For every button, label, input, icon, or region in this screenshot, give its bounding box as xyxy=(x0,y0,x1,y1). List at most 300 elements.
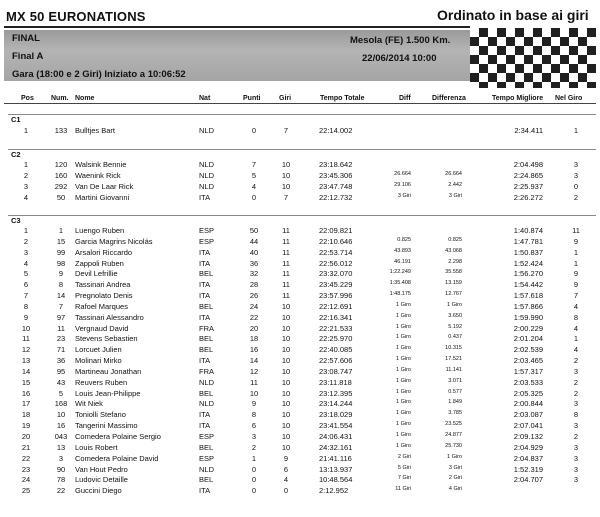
cell-name: Tassinari Alessandro xyxy=(75,312,144,322)
cell-pos: 22 xyxy=(21,453,31,463)
table-row xyxy=(0,432,600,443)
cell-giri: 10 xyxy=(281,421,291,431)
page-title: MX 50 EURONATIONS xyxy=(6,9,146,24)
cell-diff: 2 Giri xyxy=(397,453,411,460)
cell-best-lap-number: 3 xyxy=(573,160,579,169)
cell-num: 15 xyxy=(56,236,66,246)
cell-total-time: 22:16.341 xyxy=(319,312,353,322)
cell-total-time: 24:06.431 xyxy=(319,432,353,441)
cell-giri: 6 xyxy=(283,464,289,474)
cell-num: 9 xyxy=(58,269,64,279)
col-differenza: Differenza xyxy=(432,95,466,102)
cell-name: Vergnaud David xyxy=(75,323,129,333)
cell-pos: 21 xyxy=(21,442,31,452)
table-row xyxy=(0,324,600,335)
cell-giri: 11 xyxy=(282,258,290,268)
cell-best-lap-number: 2 xyxy=(573,192,579,202)
cell-total-time: 22:12.732 xyxy=(319,192,353,202)
col-diff: Diff xyxy=(399,95,411,102)
cell-pos: 10 xyxy=(21,323,31,333)
cell-total-time: 24:32.161 xyxy=(319,442,353,452)
cell-best-lap: 2:24.865 xyxy=(513,170,543,180)
cell-best-lap: 2:03.465 xyxy=(513,356,543,366)
cell-pos: 8 xyxy=(23,301,29,311)
cell-total-time: 23:08.747 xyxy=(319,366,353,376)
cell-name: Martineau Jonathan xyxy=(75,366,142,376)
cell-total-time: 13:13.937 xyxy=(319,464,353,474)
cell-nat: ITA xyxy=(199,291,211,300)
date-time: 22/06/2014 10:00 xyxy=(362,53,437,64)
cell-pos: 6 xyxy=(23,280,29,290)
cell-pos: 3 xyxy=(23,247,29,257)
cell-num: 10 xyxy=(56,410,66,420)
group-divider xyxy=(8,215,596,216)
cell-best-lap: 2:04.837 xyxy=(513,453,543,463)
cell-best-lap: 2:02.539 xyxy=(513,345,543,355)
cell-total-time: 23:41.554 xyxy=(319,421,353,431)
cell-diff: 1 Giro xyxy=(396,421,411,428)
cell-name: Devil Lefrillie xyxy=(75,269,118,279)
class-group-label: C1 xyxy=(11,115,21,124)
cell-differenza: 4 Giri xyxy=(448,486,462,493)
cell-total-time: 23:47.748 xyxy=(319,181,353,191)
cell-punti: 0 xyxy=(251,126,257,135)
cell-num: 292 xyxy=(54,181,68,191)
cell-diff: 1 Giro xyxy=(396,432,411,438)
class-group-label: C2 xyxy=(11,150,21,159)
cell-punti: 3 xyxy=(251,432,257,441)
cell-nat: BEL xyxy=(199,269,214,279)
cell-differenza: 13.159 xyxy=(445,280,462,287)
cell-total-time: 22:57.606 xyxy=(319,356,353,366)
cell-diff: 26.664 xyxy=(394,170,411,177)
cell-nat: ESP xyxy=(199,236,215,246)
cell-punti: 40 xyxy=(249,247,259,257)
cell-num: 8 xyxy=(58,280,64,290)
cell-name: Comedera Polaine Sergio xyxy=(75,432,161,441)
cell-name: Louis Robert xyxy=(75,442,118,452)
col-punti: Punti xyxy=(243,95,261,102)
cell-pos: 25 xyxy=(21,486,31,496)
cell-differenza: 3.071 xyxy=(448,377,462,384)
table-row xyxy=(0,378,600,389)
cell-diff: 1 Giro xyxy=(396,388,411,395)
cell-giri: 10 xyxy=(281,170,291,180)
cell-pos: 2 xyxy=(23,236,29,246)
cell-name: Stevens Sebastien xyxy=(75,334,138,344)
cell-nat: ESP xyxy=(199,226,215,235)
cell-total-time: 22:12.691 xyxy=(319,301,353,311)
cell-giri: 11 xyxy=(282,236,290,246)
cell-best-lap-number: 1 xyxy=(573,258,579,268)
cell-giri: 10 xyxy=(281,160,291,169)
cell-diff: 0.825 xyxy=(397,236,411,243)
cell-best-lap-number: 2 xyxy=(573,377,579,387)
cell-diff: 1 Giro xyxy=(396,366,411,373)
cell-total-time: 22:40.085 xyxy=(319,345,353,355)
cell-name: Louis Jean-Philippe xyxy=(75,388,141,398)
cell-differenza: 24.877 xyxy=(445,432,462,438)
cell-pos: 1 xyxy=(23,126,29,135)
cell-punti: 5 xyxy=(251,170,257,180)
col-tempo-migliore: Tempo Migliore xyxy=(492,95,544,102)
cell-name: Tassinari Andrea xyxy=(75,280,131,290)
cell-num: 36 xyxy=(56,356,66,366)
cell-nat: NLD xyxy=(199,377,215,387)
cell-giri: 10 xyxy=(281,410,291,420)
cell-differenza: 11.141 xyxy=(445,366,462,373)
cell-best-lap: 2:00.229 xyxy=(513,323,543,333)
cell-total-time: 22:09.821 xyxy=(319,226,353,235)
cell-diff: 1 Giro xyxy=(396,334,411,341)
cell-nat: ITA xyxy=(199,312,211,322)
cell-diff: 1:48.175 xyxy=(389,291,411,297)
table-row xyxy=(0,160,600,171)
cell-punti: 36 xyxy=(249,258,259,268)
cell-total-time: 2:12.952 xyxy=(319,486,349,496)
cell-giri: 10 xyxy=(281,366,291,376)
cell-giri: 11 xyxy=(282,269,290,279)
cell-best-lap: 2:26.272 xyxy=(513,192,543,202)
cell-pos: 17 xyxy=(21,399,31,409)
cell-best-lap-number: 4 xyxy=(573,345,579,355)
cell-best-lap: 1:54.442 xyxy=(513,280,543,290)
cell-pos: 4 xyxy=(23,192,29,202)
cell-pos: 24 xyxy=(21,475,31,485)
cell-giri: 10 xyxy=(281,345,291,355)
table-row xyxy=(0,367,600,378)
col-name: Nome xyxy=(75,95,95,102)
cell-num: 23 xyxy=(56,334,66,344)
table-row xyxy=(0,475,600,486)
cell-pos: 19 xyxy=(21,421,31,431)
cell-best-lap: 1:52.319 xyxy=(513,464,543,474)
cell-total-time: 22:14.002 xyxy=(319,126,353,135)
cell-name: Garcia Magrins Nicolás xyxy=(75,236,153,246)
cell-punti: 22 xyxy=(249,312,259,322)
cell-best-lap-number: 3 xyxy=(573,366,579,376)
cell-diff: 1 Giro xyxy=(396,442,411,449)
cell-giri: 10 xyxy=(281,356,291,366)
checkered-flag-icon xyxy=(470,28,596,88)
cell-punti: 10 xyxy=(249,388,259,398)
cell-diff: 3 Giri xyxy=(397,192,411,199)
cell-differenza: 23.525 xyxy=(445,421,462,428)
cell-total-time: 22:53.714 xyxy=(319,247,353,257)
cell-best-lap-number: 2 xyxy=(573,432,579,441)
cell-nat: BEL xyxy=(199,442,214,452)
cell-best-lap-number: 8 xyxy=(573,312,579,322)
cell-best-lap: 2:05.325 xyxy=(513,388,543,398)
cell-giri: 10 xyxy=(281,301,291,311)
cell-num: 95 xyxy=(56,366,66,376)
cell-total-time: 23:12.395 xyxy=(319,388,353,398)
cell-giri: 11 xyxy=(282,280,290,290)
cell-best-lap: 1:57.866 xyxy=(513,301,543,311)
cell-giri: 10 xyxy=(281,377,291,387)
table-row xyxy=(0,182,600,193)
cell-differenza: 0.577 xyxy=(448,388,462,395)
cell-num: 160 xyxy=(54,170,68,180)
cell-nat: ITA xyxy=(199,280,211,290)
cell-punti: 44 xyxy=(249,236,259,246)
cell-diff: 1 Giro xyxy=(396,399,411,406)
cell-diff: 1 Giro xyxy=(396,377,411,384)
cell-total-time: 22:25.970 xyxy=(319,334,353,344)
race-info: Gara (18:00 e 2 Giri) Iniziato a 10:06:52 xyxy=(12,69,186,80)
cell-pos: 12 xyxy=(21,345,31,355)
cell-diff: 1 Giro xyxy=(396,323,411,330)
cell-differenza: 3.650 xyxy=(448,312,462,319)
table-row xyxy=(0,291,600,302)
cell-diff: 1 Giro xyxy=(396,312,411,319)
cell-num: 043 xyxy=(54,432,68,441)
group-divider xyxy=(8,114,596,115)
cell-giri: 10 xyxy=(281,432,291,441)
cell-differenza: 17.521 xyxy=(445,356,462,363)
cell-punti: 24 xyxy=(249,301,259,311)
cell-punti: 9 xyxy=(251,399,257,409)
cell-num: 1 xyxy=(58,226,64,235)
cell-total-time: 22:10.646 xyxy=(319,236,353,246)
cell-total-time: 10:48.564 xyxy=(319,475,353,485)
cell-punti: 0 xyxy=(251,464,257,474)
cell-pos: 7 xyxy=(23,291,29,300)
cell-name: Ludovic Detaille xyxy=(75,475,128,485)
cell-name: Molinari Mirko xyxy=(75,356,122,366)
table-row xyxy=(0,399,600,410)
table-row xyxy=(0,302,600,313)
cell-differenza: 25.730 xyxy=(445,442,462,449)
cell-giri: 7 xyxy=(283,126,289,135)
cell-giri: 10 xyxy=(281,181,291,191)
cell-punti: 12 xyxy=(249,366,259,376)
cell-total-time: 23:18.029 xyxy=(319,410,353,420)
cell-best-lap-number: 1 xyxy=(573,247,579,257)
cell-differenza: 0.825 xyxy=(448,236,462,243)
cell-giri: 0 xyxy=(283,486,289,496)
cell-best-lap: 1:50.837 xyxy=(513,247,543,257)
cell-diff: 1 Giro xyxy=(396,301,411,308)
cell-nat: NLD xyxy=(199,160,215,169)
cell-best-lap-number: 3 xyxy=(573,475,579,485)
cell-differenza: 12.767 xyxy=(445,291,462,297)
cell-nat: NLD xyxy=(199,399,215,409)
col-pos: Pos xyxy=(21,95,34,102)
table-row xyxy=(0,454,600,465)
cell-punti: 28 xyxy=(249,280,259,290)
cell-total-time: 23:32.070 xyxy=(319,269,353,279)
cell-pos: 5 xyxy=(23,269,29,279)
cell-punti: 0 xyxy=(251,192,257,202)
cell-best-lap-number: 3 xyxy=(573,421,579,431)
cell-num: 133 xyxy=(54,126,68,135)
cell-pos: 1 xyxy=(23,226,29,235)
cell-name: Arsalori Riccardo xyxy=(75,247,133,257)
col-num: Num. xyxy=(51,95,69,102)
cell-num: 3 xyxy=(58,453,64,463)
sort-subtitle: Ordinato in base ai giri xyxy=(437,7,589,23)
cell-total-time: 22:56.012 xyxy=(319,258,353,268)
cell-pos: 9 xyxy=(23,312,29,322)
cell-name: Bulltjes Bart xyxy=(75,126,116,135)
cell-punti: 18 xyxy=(249,334,259,344)
cell-nat: ITA xyxy=(199,258,211,268)
table-row xyxy=(0,313,600,324)
cell-name: Pregnolato Denis xyxy=(75,291,133,300)
cell-best-lap: 2:04.707 xyxy=(513,475,543,485)
cell-diff: 11 Giri xyxy=(395,486,411,493)
cell-best-lap: 2:25.937 xyxy=(513,181,543,191)
cell-num: 90 xyxy=(56,464,66,474)
cell-name: Zappoli Ruben xyxy=(75,258,124,268)
table-row xyxy=(0,248,600,259)
cell-differenza: 26.664 xyxy=(445,170,462,177)
col-tempo-totale: Tempo Totale xyxy=(320,95,365,102)
cell-pos: 16 xyxy=(21,388,31,398)
cell-pos: 2 xyxy=(23,170,29,180)
cell-best-lap-number: 8 xyxy=(573,410,579,420)
cell-name: Reuvers Ruben xyxy=(75,377,128,387)
cell-punti: 11 xyxy=(250,377,258,387)
col-nel-giro: Nel Giro xyxy=(555,95,583,102)
table-row xyxy=(0,269,600,280)
table-row xyxy=(0,443,600,454)
cell-best-lap-number: 11 xyxy=(572,226,580,235)
cell-giri: 11 xyxy=(282,291,290,300)
cell-diff: 7 Giri xyxy=(397,475,411,482)
cell-num: 71 xyxy=(56,345,66,355)
cell-punti: 7 xyxy=(251,160,257,169)
cell-best-lap: 2:00.844 xyxy=(513,399,543,409)
cell-giri: 11 xyxy=(282,247,290,257)
cell-pos: 14 xyxy=(21,366,31,376)
cell-pos: 15 xyxy=(21,377,31,387)
class-group-label: C3 xyxy=(11,216,21,225)
table-row xyxy=(0,259,600,270)
cell-name: Walsink Bennie xyxy=(75,160,127,169)
cell-name: Luengo Ruben xyxy=(75,226,125,235)
cell-pos: 23 xyxy=(21,464,31,474)
cell-num: 7 xyxy=(58,301,64,311)
cell-nat: BEL xyxy=(199,301,214,311)
cell-best-lap: 2:03.087 xyxy=(513,410,543,420)
cell-nat: NLD xyxy=(199,126,215,135)
cell-total-time: 23:45.306 xyxy=(319,170,353,180)
cell-punti: 0 xyxy=(251,486,257,496)
cell-name: Van De Laar Rick xyxy=(75,181,134,191)
cell-diff: 1:35.408 xyxy=(389,280,411,287)
table-row xyxy=(0,486,600,497)
cell-punti: 26 xyxy=(249,291,259,300)
cell-nat: ESP xyxy=(199,453,215,463)
cell-best-lap: 1:57.317 xyxy=(513,366,543,376)
table-row xyxy=(0,126,600,137)
cell-num: 43 xyxy=(56,377,66,387)
cell-punti: 20 xyxy=(249,323,259,333)
cell-differenza: 1.849 xyxy=(448,399,462,406)
cell-nat: BEL xyxy=(199,334,214,344)
table-row xyxy=(0,171,600,182)
cell-nat: ITA xyxy=(199,192,211,202)
title-divider xyxy=(4,26,470,28)
cell-name: Guccini Diego xyxy=(75,486,122,496)
cell-punti: 4 xyxy=(251,181,257,191)
cell-nat: ITA xyxy=(199,410,211,420)
table-row xyxy=(0,389,600,400)
table-row xyxy=(0,334,600,345)
cell-best-lap-number: 0 xyxy=(573,181,579,191)
session-name: Final A xyxy=(12,51,44,62)
cell-diff: 1 Giro xyxy=(396,410,411,417)
cell-differenza: 1 Giro xyxy=(447,301,462,308)
cell-best-lap-number: 9 xyxy=(573,280,579,290)
cell-pos: 4 xyxy=(23,258,29,268)
cell-nat: NLD xyxy=(199,464,215,474)
cell-num: 168 xyxy=(54,399,68,409)
cell-best-lap-number: 3 xyxy=(573,453,579,463)
cell-nat: FRA xyxy=(199,366,214,376)
cell-num: 97 xyxy=(56,312,66,322)
cell-best-lap: 2:09.132 xyxy=(513,432,543,441)
cell-num: 78 xyxy=(56,475,66,485)
cell-nat: NLD xyxy=(199,181,215,191)
cell-differenza: 3.785 xyxy=(448,410,462,417)
cell-punti: 6 xyxy=(251,421,257,431)
table-row xyxy=(0,193,600,204)
cell-nat: BEL xyxy=(199,388,214,398)
cell-giri: 10 xyxy=(281,312,291,322)
cell-best-lap-number: 1 xyxy=(573,126,579,135)
cell-best-lap-number: 4 xyxy=(573,323,579,333)
cell-total-time: 23:45.229 xyxy=(319,280,353,290)
cell-differenza: 35.558 xyxy=(445,269,462,276)
cell-num: 14 xyxy=(56,291,66,300)
cell-num: 22 xyxy=(56,486,66,496)
cell-differenza: 0.437 xyxy=(448,334,462,341)
cell-num: 13 xyxy=(56,442,66,452)
cell-punti: 32 xyxy=(249,269,259,279)
cell-name: Wit Niek xyxy=(75,399,103,409)
cell-total-time: 23:14.244 xyxy=(319,399,353,409)
cell-best-lap-number: 2 xyxy=(573,356,579,366)
cell-name: Lorcuet Julien xyxy=(75,345,122,355)
cell-giri: 10 xyxy=(281,399,291,409)
table-row xyxy=(0,410,600,421)
cell-best-lap: 2:03.533 xyxy=(513,377,543,387)
cell-pos: 11 xyxy=(22,334,30,344)
cell-punti: 1 xyxy=(251,453,257,463)
cell-best-lap: 2:01.204 xyxy=(513,334,543,344)
cell-pos: 13 xyxy=(21,356,31,366)
cell-pos: 20 xyxy=(21,432,31,441)
cell-giri: 7 xyxy=(283,192,289,202)
cell-differenza: 2 Giri xyxy=(448,475,462,482)
cell-differenza: 2.298 xyxy=(448,258,462,265)
cell-nat: ITA xyxy=(199,356,211,366)
cell-diff: 1:22.249 xyxy=(389,269,411,276)
cell-pos: 18 xyxy=(21,410,31,420)
cell-best-lap-number: 1 xyxy=(573,334,579,344)
cell-best-lap-number: 3 xyxy=(573,399,579,409)
cell-total-time: 23:11.818 xyxy=(319,377,352,387)
cell-total-time: 23:18.642 xyxy=(319,160,353,169)
cell-differenza: 2.442 xyxy=(448,181,462,188)
cell-nat: ESP xyxy=(199,432,215,441)
cell-best-lap: 2:34.411 xyxy=(514,126,543,135)
cell-best-lap: 1:47.781 xyxy=(513,236,543,246)
cell-diff: 43.893 xyxy=(394,247,411,254)
